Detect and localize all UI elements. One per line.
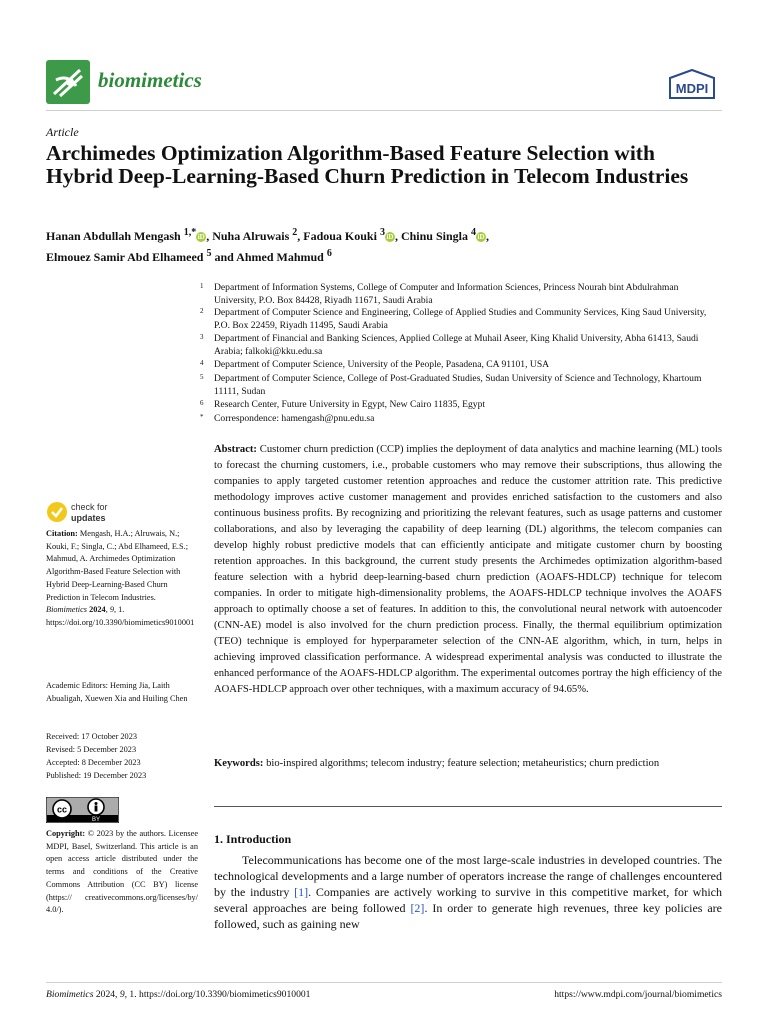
- author-name: Chinu Singla: [400, 229, 468, 243]
- author-affiliation-mark: 3: [379, 227, 385, 238]
- article-type: Article: [46, 125, 79, 139]
- accepted-date: Accepted: 8 December 2023: [46, 758, 141, 767]
- author-affiliation-mark: 2: [292, 227, 298, 238]
- section-heading: 1. Introduction: [214, 832, 292, 846]
- header-rule: [46, 110, 722, 111]
- affiliation-4: 4 Department of Computer Science, University of the People, Pasadena, CA 91101, USA: [200, 359, 550, 370]
- section-divider: [214, 806, 722, 807]
- author-name: Nuha Alruwais: [212, 229, 290, 243]
- author-affiliation-mark: 6: [326, 248, 332, 259]
- check-for-updates-icon[interactable]: [46, 500, 198, 524]
- revised-date: Revised: 5 December 2023: [46, 745, 137, 754]
- author-name: Elmouez Samir Abd Elhameed: [46, 250, 204, 264]
- svg-text:BY: BY: [91, 817, 101, 823]
- orcid-icon[interactable]: iD: [477, 233, 485, 241]
- article-title: Archimedes Optimization Algorithm-Based Feature Selection with Hybrid Deep-Learning-Based Churn Prediction in Telecom Industries: [46, 141, 689, 188]
- citation-link[interactable]: [1]: [294, 885, 309, 899]
- author-affiliation-mark: 5: [206, 248, 212, 259]
- cc-by-license-icon[interactable]: [46, 797, 119, 823]
- keywords: Keywords: bio-inspired algorithms; telecom industry; feature selection; metaheuristics; churn prediction: [214, 758, 660, 769]
- publisher-name: MDPI: [675, 81, 709, 96]
- journal-logo-icon: [46, 60, 90, 104]
- mdpi-logo-icon: [666, 68, 718, 102]
- orcid-icon[interactable]: iD: [386, 233, 394, 241]
- footer-journal-url[interactable]: https://www.mdpi.com/journal/biomimetics: [554, 989, 722, 1000]
- abstract: Abstract: Customer churn prediction (CCP) implies the deployment of data analytics and machine learning (ML) tools to forecast the churning customers, i.e., probable customers who may remove their subscriptions, thus allowing the companies to apply targeted customer retention approaches and reduce the customer attrition rate. This predictive methodology improves active customer management and provides enriched satisfaction to the customers and also continuous business profits. By recognizing and prioritizing the relevant features, such as usage patterns and customer collaborations, and also by leveraging the capability of deep learning (DL) algorithms, the telecom companies can develop highly robust predictive models that can efficiently anticipate and mitigate customer churn by boosting retention approaches. In this background, the current study presents the Archimedes optimization algorithm-based feature selection with a hybrid deep-learning-based churn prediction (AOAFS-HDLCP) technique for telecom companies. In order to mitigate high-dimensionality problems, the AOAFS-HDLCP technique involves the AOAFS approach to optimally choose a set of features. In addition to this, the convolutional neural network with autoencoder (CNN-AE) model is also involved for the churn prediction process. Finally, the thermal equilibrium optimization (TEO) technique is employed for hyperparameter selection of the CNN-AE algorithm, which, in turn, helps in achieving improved classification performance. A widespread experimental analysis was conducted to illustrate the enhanced performance of the AOAFS-HDLCP algorithm. The experimental outcomes portray the high efficiency of the AOAFS-HDLCP approach over other techniques, with a maximum accuracy of 94.65%.: [214, 444, 722, 695]
- svg-text:cc: cc: [56, 804, 68, 815]
- received-date: Received: 17 October 2023: [46, 732, 138, 741]
- svg-text:check for: check for: [71, 502, 108, 512]
- affiliation-3: 3 Department of Financial and Banking Sciences, Applied College at Muhail Aseer, King Khalid University, Abha 61413, Saudi Arabia; falkoki@kku.edu.sa: [200, 333, 699, 357]
- orcid-icon[interactable]: iD: [197, 233, 205, 241]
- affiliation-6: 6 Research Center, Future University in Egypt, New Cairo 11835, Egypt: [200, 399, 486, 410]
- author-name: Hanan Abdullah Mengash: [46, 229, 181, 243]
- published-date: Published: 19 December 2023: [46, 771, 147, 780]
- citation-block: Citation: Mengash, H.A.; Alruwais, N.; Kouki, F.; Singla, C.; Abd Elhameed, E.S.; Mahmud, A. Archimedes Optimization Algorithm-Based Feature Selection with Hybrid Deep-Learning-Based Churn Prediction in Telecom Industries. Biomimetics 2024, 9, 1. https://doi.org/10.3390/biomimetics9010001: [46, 529, 195, 627]
- footer-citation: Biomimetics 2024, 9, 1. https://doi.org/10.3390/biomimetics9010001: [46, 989, 311, 1000]
- copyright-notice: Copyright: © 2023 by the authors. Licensee MDPI, Basel, Switzerland. This article is an open access article distributed under the terms and conditions of the Creative Commons Attribution (CC BY) license (https:// creativecommons.org/licenses/by/ 4.0/).: [46, 829, 199, 915]
- affiliation-1: 1 Department of Information Systems, College of Computer and Information Sciences, Princess Nourah bint Abdulrahman University, P.O. Box 84428, Riyadh 11671, Saudi Arabia: [200, 282, 679, 306]
- intro-paragraph: Telecommunications has become one of the most large-scale industries in developed countries. The technological developments and a large number of operators increase the range of challenges encountered by the industry [1]. Companies are actively working to survive in this competitive market, for which several approaches are being followed [2]. In order to generate high revenues, three key policies are followed, such as gaining new: [214, 853, 723, 931]
- affiliation-5: 5 Department of Computer Science, College of Post-Graduated Studies, Sudan University of Science and Technology, Khartoum 11111, Sudan: [200, 373, 702, 397]
- footer-rule: [46, 982, 722, 983]
- citation-link[interactable]: [2]: [410, 901, 425, 915]
- author-name: Ahmed Mahmud: [236, 250, 324, 264]
- journal-name: biomimetics: [98, 68, 202, 92]
- correspondence: * Correspondence: hamengash@pnu.edu.sa: [200, 413, 375, 424]
- author-name: Fadoua Kouki: [303, 229, 377, 243]
- author-affiliation-mark: 1,*: [183, 227, 197, 238]
- academic-editors: Academic Editors: Heming Jia, Laith Abualigah, Xuewen Xia and Huiling Chen: [46, 681, 188, 703]
- author-list: Hanan Abdullah Mengash $^{1,*}$ iD , Nuha Alruwais $^2$, Fadoua Kouki $^3$ iD , Chinu Singla $^4$ iD , Elmouez Samir Abd Elhameed $^5$ and Ahmed Mahmud $^6$: [46, 227, 489, 264]
- author-affiliation-mark: 4: [471, 227, 476, 238]
- affiliation-2: 2 Department of Computer Science and Engineering, College of Applied Studies and Community Services, King Saud University, P.O. Box 22459, Riyadh 11495, Saudi Arabia: [200, 307, 707, 331]
- svg-text:updates: updates: [71, 513, 106, 523]
